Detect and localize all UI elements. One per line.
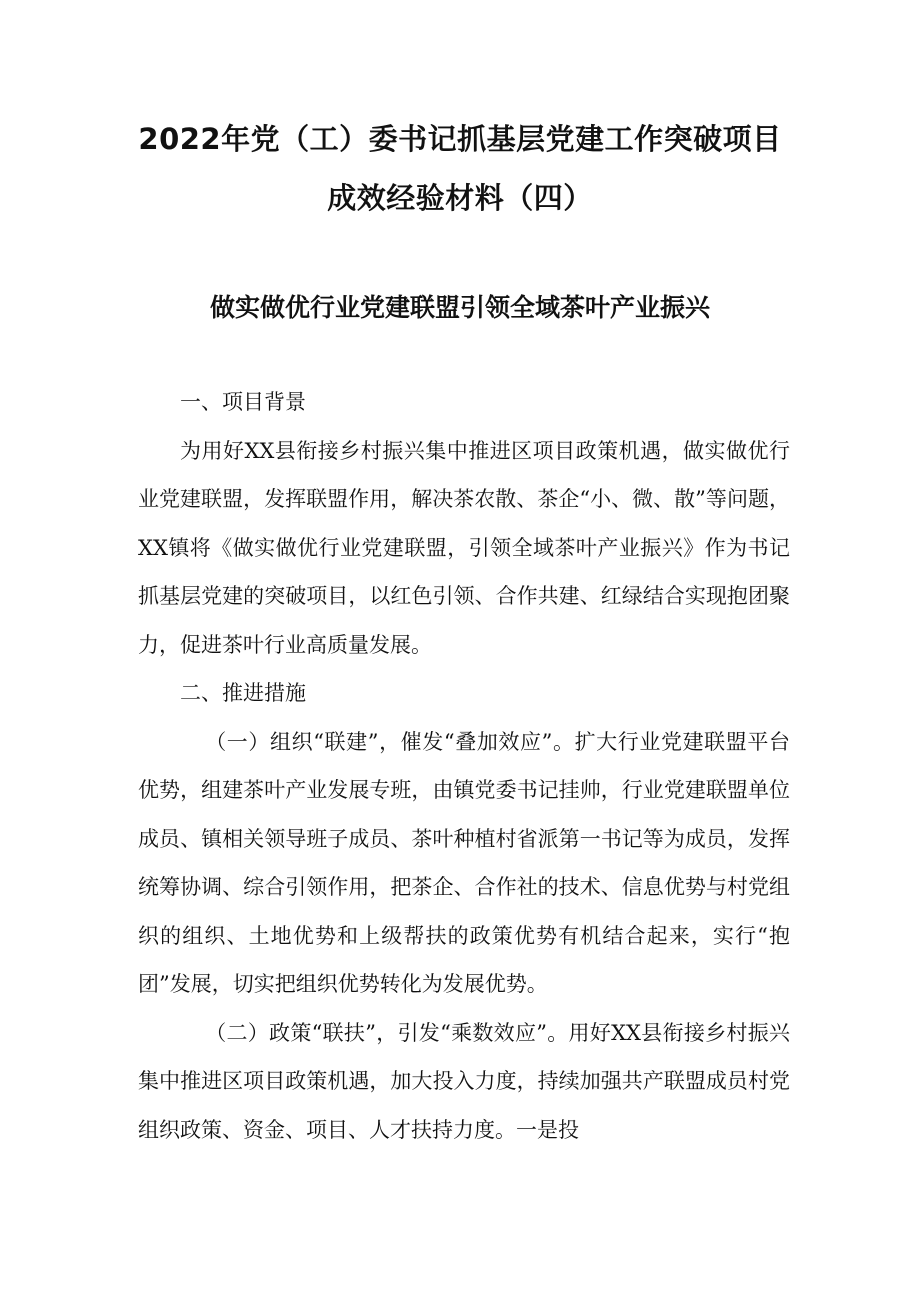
section-1-paragraph: 为用好XX县衔接乡村振兴集中推进区项目政策机遇，做实做优行业党建联盟，发挥联盟作用，解决茶农散、茶企“小、微、散”等问题，XX镇将《做实做优行业党建联盟，引领全域茶叶产业振兴》作为书记抓基层党建的突破项目，以红色引领、合作共建、红绿结合实现抱团聚力，促进茶叶行业高质量发展。 xyxy=(138,438,790,657)
section-2-item-2: （二）政策“联扶”，引发“乘数效应”。用好XX县衔接乡村振兴集中推进区项目政策机遇，加大投入力度，持续加强共产联盟成员村党组织政策、资金、项目、人才扶持力度。一是投 xyxy=(138,1020,790,1142)
section-2-item-1: （一）组织“联建”，催发“叠加效应”。扩大行业党建联盟平台优势，组建茶叶产业发展专班，由镇党委书记挂帅，行业党建联盟单位成员、镇相关领导班子成员、茶叶种植村省派第一书记等为成员，发挥统筹协调、综合引领作用，把茶企、合作社的技术、信息优势与村党组织的组织、土地优势和上级帮扶的政策优势有机结合起来，实行“抱团”发展，切实把组织优势转化为发展优势。 xyxy=(138,729,790,996)
section-1-heading: 一、项目背景 xyxy=(180,390,306,414)
document-subtitle: 做实做优行业党建联盟引领全域茶叶产业振兴 xyxy=(209,293,710,322)
document-title-line-2: 成效经验材料（四） xyxy=(327,181,593,215)
document-title-line-1: 2022年党（工）委书记抓基层党建工作突破项目 xyxy=(138,122,782,156)
section-2-heading: 二、推进措施 xyxy=(180,681,306,705)
document-body xyxy=(138,378,790,1154)
